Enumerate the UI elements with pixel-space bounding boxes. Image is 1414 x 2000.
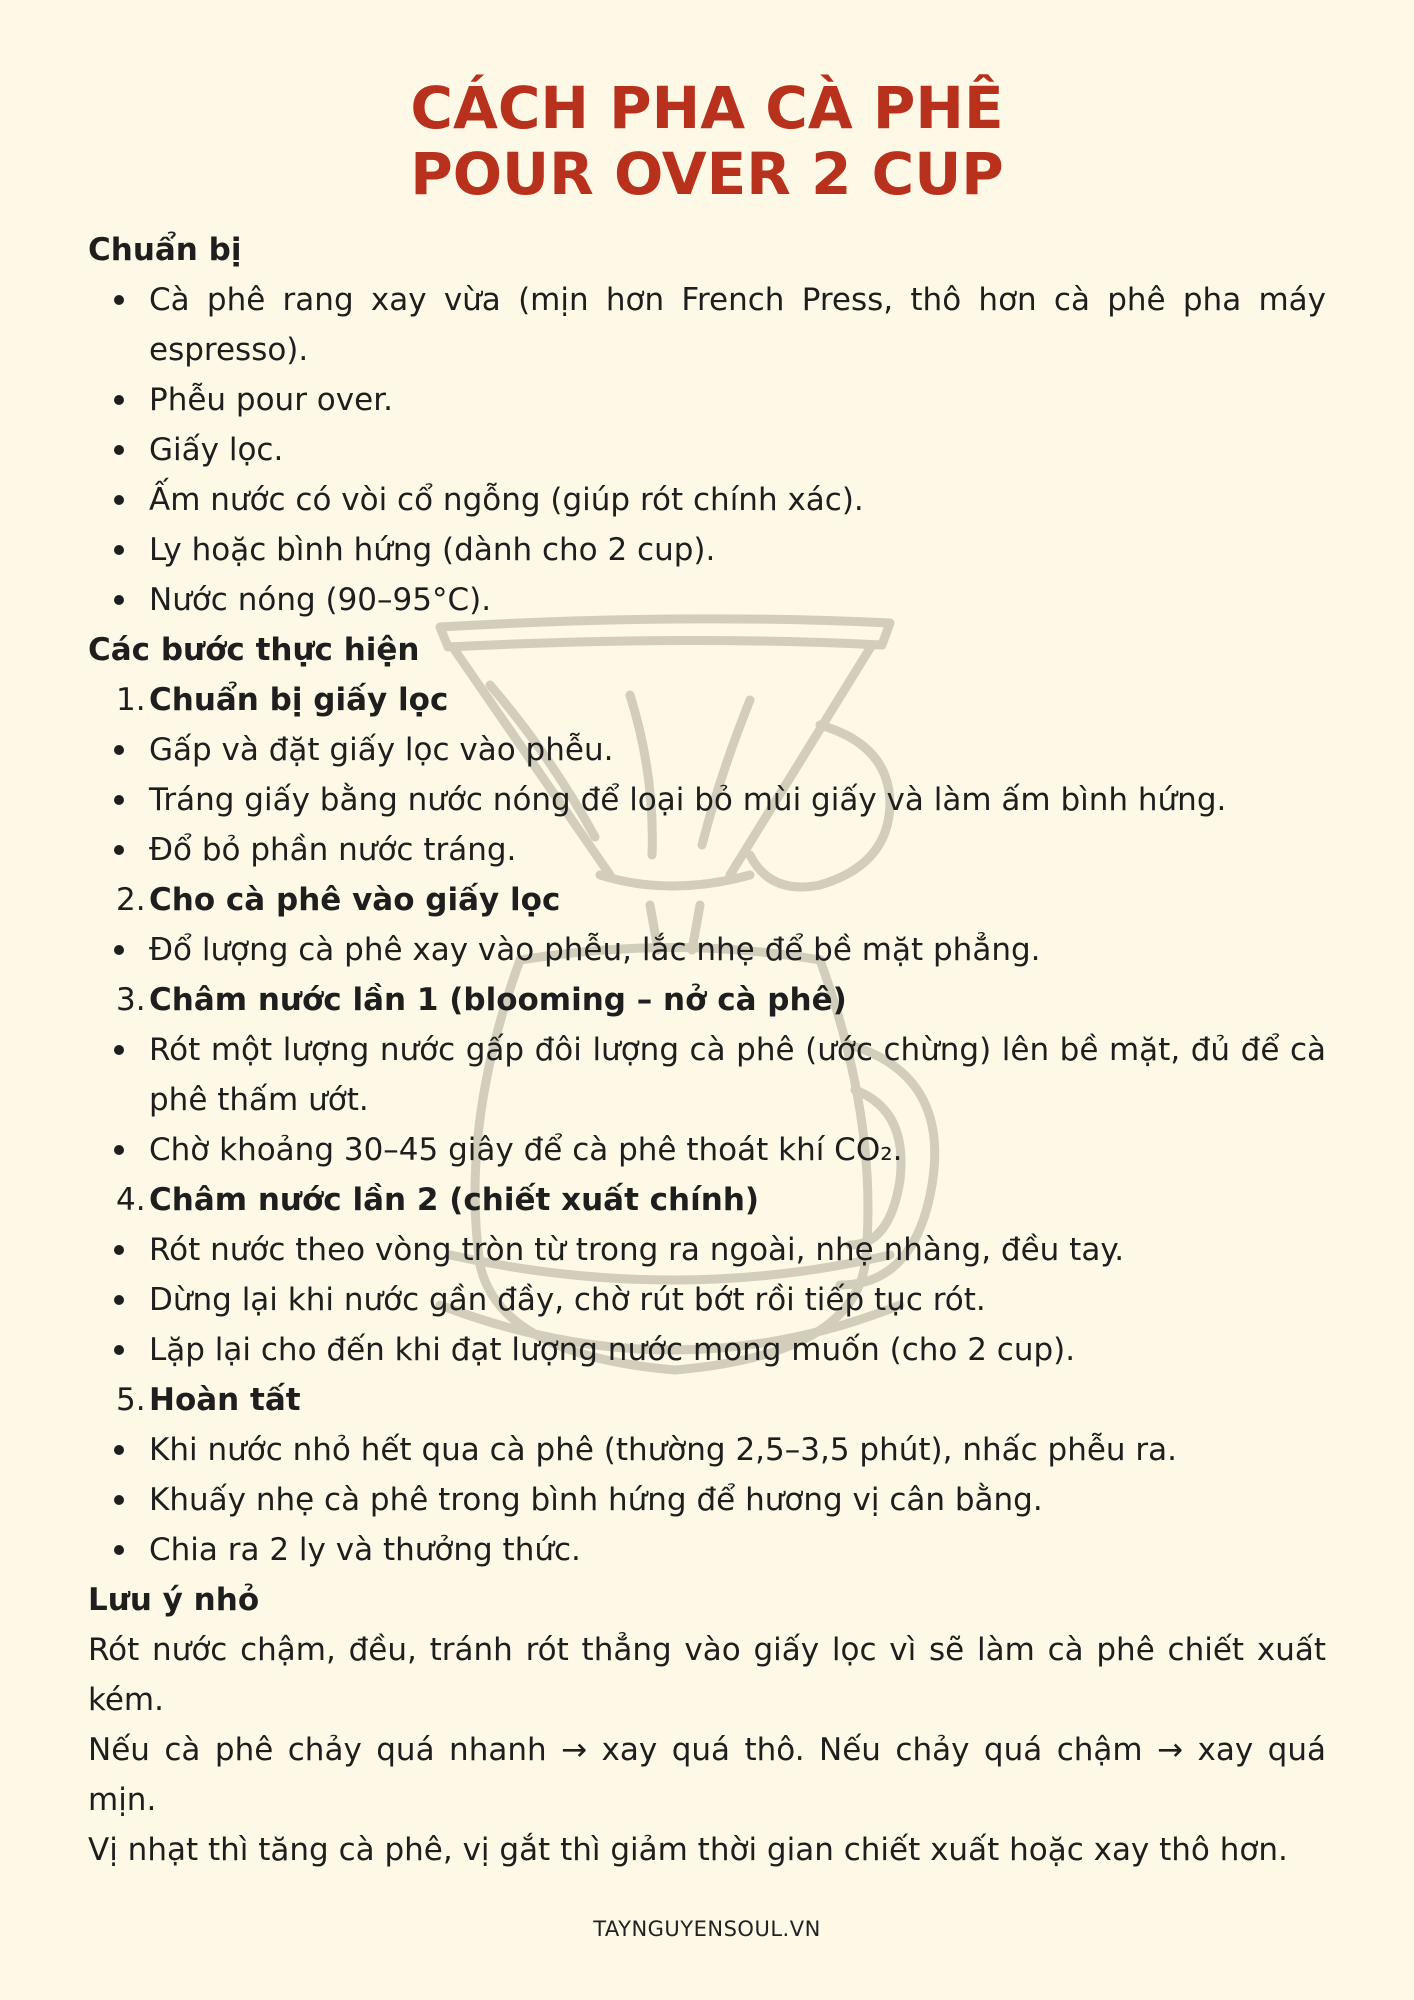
list-item: Gấp và đặt giấy lọc vào phễu.	[88, 725, 1326, 775]
step-list	[88, 1425, 1326, 1575]
steps-heading: Các bước thực hiện	[88, 632, 420, 668]
step-number: 2.	[116, 882, 146, 918]
page-title-line-2: POUR OVER 2 CUP	[410, 140, 1004, 208]
step-list	[88, 925, 1326, 975]
notes-heading: Lưu ý nhỏ	[88, 1582, 260, 1618]
step-list	[88, 1225, 1326, 1375]
step-title	[88, 875, 1326, 925]
step-list	[88, 725, 1326, 875]
list-item: Rót một lượng nước gấp đôi lượng cà phê (ước chừng) lên bề mặt, đủ để cà phê thấm ướt.	[88, 1025, 1326, 1125]
step-title-text: Hoàn tất	[149, 1382, 301, 1418]
list-item: Ấm nước có vòi cổ ngỗng (giúp rót chính xác).	[88, 475, 1326, 525]
step-number: 3.	[116, 982, 146, 1018]
step-title	[88, 1375, 1326, 1425]
step-title	[88, 975, 1326, 1025]
list-item: Chia ra 2 ly và thưởng thức.	[88, 1525, 1326, 1575]
list-item: Dừng lại khi nước gần đầy, chờ rút bớt rồi tiếp tục rót.	[88, 1275, 1326, 1325]
list-item: Nước nóng (90–95°C).	[88, 575, 1326, 625]
step-number: 4.	[116, 1182, 146, 1218]
list-item: Đổ bỏ phần nước tráng.	[88, 825, 1326, 875]
step-number: 1.	[116, 682, 146, 718]
note-paragraph: Nếu cà phê chảy quá nhanh → xay quá thô. Nếu chảy quá chậm → xay quá mịn.	[88, 1732, 1326, 1818]
list-item: Cà phê rang xay vừa (mịn hơn French Press, thô hơn cà phê pha máy espresso).	[88, 275, 1326, 375]
list-item: Rót nước theo vòng tròn từ trong ra ngoài, nhẹ nhàng, đều tay.	[88, 1225, 1326, 1275]
notes-body	[88, 1625, 1326, 1875]
page-title-line-1: CÁCH PHA CÀ PHÊ	[410, 74, 1004, 142]
list-item: Giấy lọc.	[88, 425, 1326, 475]
list-item: Phễu pour over.	[88, 375, 1326, 425]
step-title-text: Chuẩn bị giấy lọc	[149, 682, 449, 718]
step-title-text: Cho cà phê vào giấy lọc	[149, 882, 561, 918]
list-item: Khuấy nhẹ cà phê trong bình hứng để hương vị cân bằng.	[88, 1475, 1326, 1525]
note-paragraph: Vị nhạt thì tăng cà phê, vị gắt thì giảm thời gian chiết xuất hoặc xay thô hơn.	[88, 1832, 1288, 1868]
list-item: Đổ lượng cà phê xay vào phễu, lắc nhẹ để bề mặt phẳng.	[88, 925, 1326, 975]
step-number: 5.	[116, 1382, 146, 1418]
list-item: Khi nước nhỏ hết qua cà phê (thường 2,5–3,5 phút), nhấc phễu ra.	[88, 1425, 1326, 1475]
footer-site-name: TAYNGUYENSOUL.VN	[593, 1917, 821, 1941]
step-title	[88, 675, 1326, 725]
list-item: Tráng giấy bằng nước nóng để loại bỏ mùi giấy và làm ấm bình hứng.	[88, 775, 1326, 825]
list-item: Ly hoặc bình hứng (dành cho 2 cup).	[88, 525, 1326, 575]
step-list	[88, 1025, 1326, 1175]
content	[88, 225, 1326, 1875]
list-item: Lặp lại cho đến khi đạt lượng nước mong muốn (cho 2 cup).	[88, 1325, 1326, 1375]
note-paragraph: Rót nước chậm, đều, tránh rót thẳng vào giấy lọc vì sẽ làm cà phê chiết xuất kém.	[88, 1632, 1326, 1718]
step-title-text: Châm nước lần 2 (chiết xuất chính)	[149, 1182, 760, 1218]
prep-list	[88, 275, 1326, 625]
list-item: Chờ khoảng 30–45 giây để cà phê thoát khí CO₂.	[88, 1125, 1326, 1175]
step-title	[88, 1175, 1326, 1225]
prep-heading: Chuẩn bị	[88, 232, 242, 268]
step-title-text: Châm nước lần 1 (blooming – nở cà phê)	[149, 982, 847, 1018]
